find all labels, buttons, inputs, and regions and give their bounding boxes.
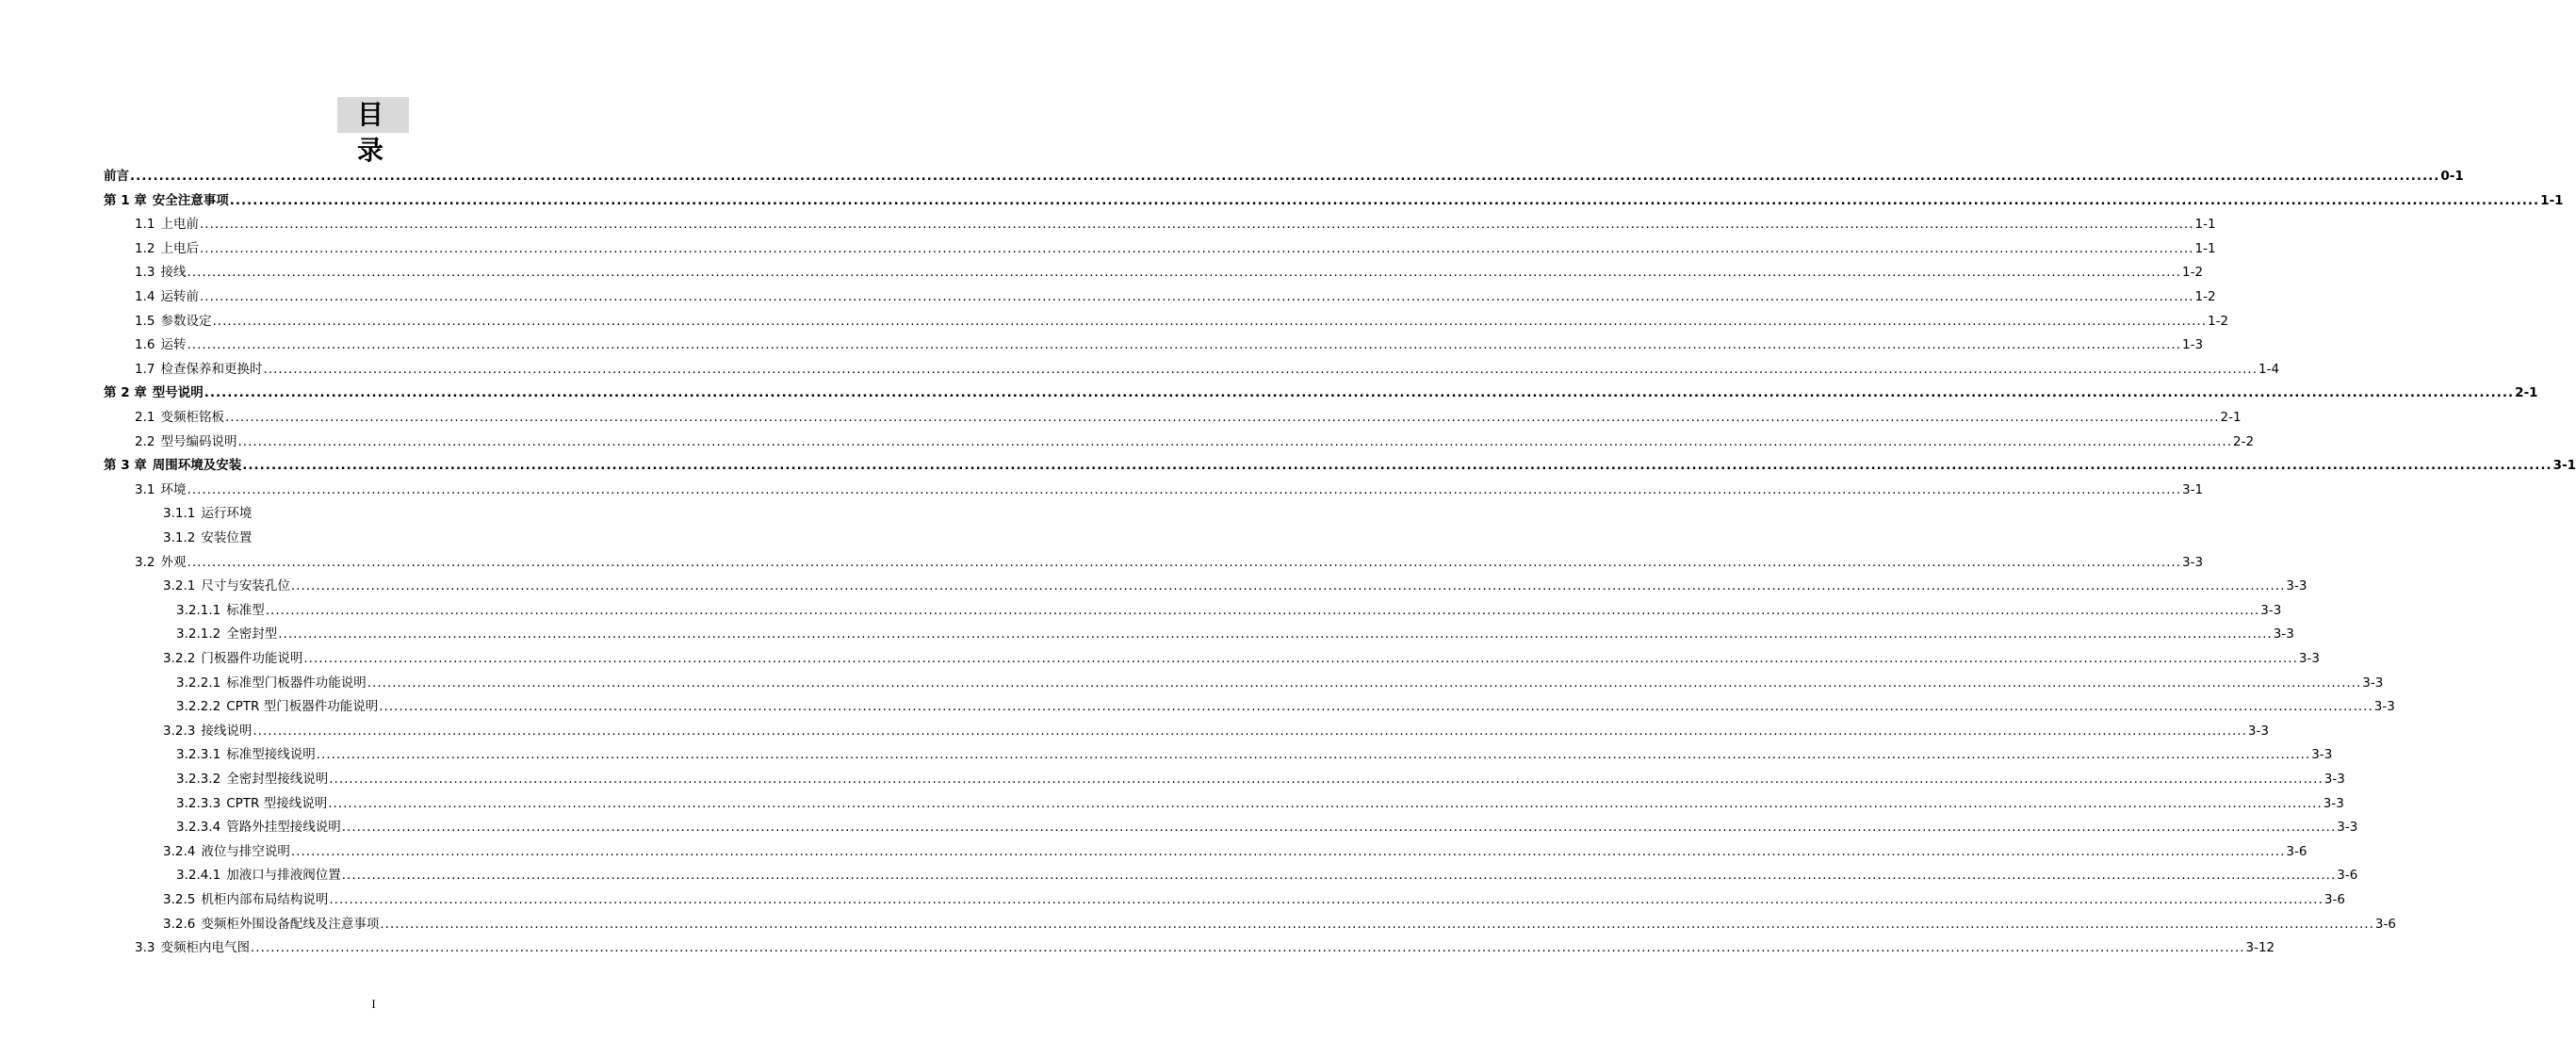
toc-entry-page: 3-1 [2182, 481, 2204, 497]
toc-entry-title [104, 457, 241, 474]
toc-entry-title [135, 240, 199, 257]
toc-entry-number: 1.4 [135, 289, 155, 304]
toc-entry-number: 第 3 章 [104, 458, 147, 474]
toc-leader-dots: ................................................................................................................................................................................................................................................................................................................................................................................................................ [199, 289, 2194, 304]
toc-entry-number: 3.2.3 [163, 723, 196, 739]
toc-entry-page: 3-6 [2337, 868, 2358, 884]
toc-entry-label: 标准型接线说明 [226, 747, 316, 763]
toc-leader-dots: ................................................................................................................................................................................................................................................................................................................................................................................................................ [379, 699, 2373, 715]
toc-entry-number: 2.2 [135, 433, 155, 449]
toc-entry-page: 2-1 [2515, 385, 2538, 401]
toc-entry-label: 运行环境 [201, 506, 253, 522]
toc-leader-dots: ................................................................................................................................................................................................................................................................................................................................................................................................................ [278, 626, 2273, 642]
toc-entry-title [163, 529, 252, 546]
toc-entry-page: 3-3 [2323, 795, 2344, 811]
toc-entry-title [104, 384, 204, 401]
toc-entry-title [104, 192, 229, 209]
toc-entry-title [135, 288, 199, 305]
toc-entry-label: 标准型门板器件功能说明 [226, 675, 367, 691]
toc-entry-page: 3-3 [2373, 699, 2395, 715]
toc-entry-title [176, 795, 327, 812]
toc-entry-label: CPTR 型门板器件功能说明 [226, 699, 379, 715]
toc-leader-dots: ................................................................................................................................................................................................................................................................................................................................................................................................................ [329, 892, 2323, 907]
toc-entry-label: 门板器件功能说明 [201, 651, 303, 666]
toc-entry-number: 1.7 [135, 361, 155, 377]
toc-entry-label: 型号说明 [152, 385, 204, 401]
toc-leader-dots: ................................................................................................................................................................................................................................................................................................................................................................................................................ [187, 265, 2181, 281]
toc-entry-label: 全密封型 [226, 626, 278, 642]
toc-leader-dots: ................................................................................................................................................................................................................................................................................................................................................................................................................ [199, 240, 2194, 256]
toc-entry-title [176, 675, 367, 691]
toc-entry-number: 3.2 [135, 554, 155, 570]
toc-entry-page: 1-2 [2208, 313, 2229, 329]
toc-entry[interactable] [135, 236, 2216, 257]
toc-entry-title [135, 264, 186, 281]
toc-entry-title [163, 505, 252, 522]
toc-title: 目 录 [337, 97, 409, 133]
toc-entry-page: 3-3 [2298, 651, 2320, 666]
toc-entry-title [176, 819, 341, 836]
toc-entry-title [176, 698, 378, 715]
toc-entry-label: 变频柜外围设备配线及注意事项 [201, 916, 380, 932]
toc-entry-number: 3.1.2 [163, 530, 196, 545]
toc-entry-label: 全密封型接线说明 [226, 772, 329, 787]
toc-entry[interactable] [135, 309, 2229, 330]
toc-entry-number: 1.6 [135, 337, 155, 353]
toc-leader-dots: ................................................................................................................................................................................................................................................................................................................................................................................................................ [290, 843, 2286, 859]
toc-entry-page: 3-6 [2374, 916, 2396, 932]
toc-entry[interactable] [176, 742, 2333, 763]
toc-leader-dots: ................................................................................................................................................................................................................................................................................................................................................................................................................ [341, 820, 2337, 836]
toc-entry[interactable] [135, 430, 2255, 450]
toc-leader-dots: ................................................................................................................................................................................................................................................................................................................................................................................................................ [237, 433, 2232, 449]
toc-entry-label: 外观 [160, 554, 187, 570]
toc-entry-number: 1.1 [135, 217, 155, 233]
toc-entry-label: 管路外挂型接线说明 [226, 820, 341, 836]
toc-entry-page: 3-3 [2362, 675, 2384, 691]
toc-entry[interactable] [176, 671, 2384, 691]
toc-entry-label: 周围环境及安装 [152, 458, 242, 474]
toc-entry-number: 3.2.5 [163, 892, 196, 907]
toc-entry-page: 1-1 [2194, 240, 2216, 256]
toc-leader-dots: ................................................................................................................................................................................................................................................................................................................................................................................................................ [187, 554, 2181, 570]
toc-entry[interactable] [176, 863, 2358, 884]
toc-entry-label: 接线 [160, 265, 187, 281]
toc-entry[interactable] [135, 405, 2242, 426]
page-number: I [371, 997, 376, 1011]
toc-leader-dots: ................................................................................................................................................................................................................................................................................................................................................................................................................ [303, 651, 2298, 666]
toc-entry-number: 3.2.4 [163, 843, 196, 859]
toc-entry-title [135, 554, 186, 571]
toc-entry-title [135, 939, 250, 956]
toc-entry[interactable] [176, 622, 2294, 642]
toc-entry-label: 型号编码说明 [160, 433, 237, 449]
toc-entry-page: 3-3 [2182, 554, 2204, 570]
toc-entry-number: 1.2 [135, 240, 155, 256]
toc-entry-title [176, 771, 328, 788]
toc-entry-label: 液位与排空说明 [201, 843, 290, 859]
toc-leader-dots: ................................................................................................................................................................................................................................................................................................................................................................................................................ [263, 361, 2258, 377]
toc-leader-dots: ................................................................................................................................................................................................................................................................................................................................................................................................................ [367, 675, 2362, 691]
toc-entry-title [176, 602, 265, 619]
toc-leader-dots: ................................................................................................................................................................................................................................................................................................................................................................................................................ [329, 772, 2323, 787]
toc-entry-label: 变频柜内电气图 [160, 940, 250, 956]
toc-entry-number: 3.2.3.2 [176, 772, 221, 787]
toc-entry-label: 变频柜铭板 [160, 410, 224, 425]
toc-entry[interactable] [104, 381, 2538, 401]
toc-entry-page: 1-2 [2194, 289, 2216, 304]
toc-entry-number: 3.1.1 [163, 506, 196, 522]
toc-entry[interactable] [176, 815, 2358, 836]
toc-entry-title [104, 168, 129, 185]
toc-entry-label: 上电前 [160, 217, 199, 233]
toc-leader-dots: ................................................................................................................................................................................................................................................................................................................................................................................................................ [242, 458, 2552, 474]
toc-entry-number: 2.1 [135, 410, 155, 425]
toc-entry-title [176, 867, 341, 884]
toc-entry-title [135, 409, 224, 426]
toc-entry[interactable] [135, 212, 2216, 233]
toc-entry-label: 前言 [104, 169, 129, 184]
toc-entry-label: 上电后 [160, 240, 199, 256]
toc-entry-page: 3-3 [2273, 626, 2294, 642]
toc-entry[interactable] [104, 453, 2576, 474]
toc-entry-number: 1.3 [135, 265, 155, 281]
toc-entry-page: 3-3 [2247, 723, 2269, 739]
toc-entry-number: 3.3 [135, 940, 155, 956]
toc-leader-dots: ................................................................................................................................................................................................................................................................................................................................................................................................................ [229, 192, 2540, 208]
toc-entry-page: 3-6 [2323, 892, 2345, 907]
toc-entry-label: 机柜内部布局结构说明 [201, 892, 329, 907]
toc-entry[interactable] [135, 260, 2204, 281]
toc-entry[interactable] [163, 887, 2345, 908]
toc-entry[interactable] [135, 935, 2275, 956]
toc-entry-title [176, 746, 316, 763]
toc-entry-title [163, 723, 252, 740]
toc-leader-dots: ................................................................................................................................................................................................................................................................................................................................................................................................................ [316, 747, 2311, 763]
toc-entry[interactable] [135, 357, 2280, 378]
toc-entry[interactable] [163, 719, 2269, 740]
toc-entry-title [135, 216, 199, 233]
toc-leader-dots: ................................................................................................................................................................................................................................................................................................................................................................................................................ [250, 940, 2245, 956]
toc-leader-dots: ................................................................................................................................................................................................................................................................................................................................................................................................................ [130, 169, 2440, 184]
toc-leader-dots: ................................................................................................................................................................................................................................................................................................................................................................................................................ [204, 385, 2515, 401]
toc-entry[interactable] [163, 646, 2320, 667]
toc-entry-label: 标准型 [226, 602, 265, 618]
toc-entry-number: 3.2.2.1 [176, 675, 221, 691]
toc-entry[interactable] [104, 188, 2564, 209]
toc-entry[interactable] [163, 574, 2307, 594]
toc-entry-label: 环境 [160, 481, 187, 497]
toc-entry-page: 3-3 [2311, 747, 2333, 763]
toc-entry-title [163, 843, 290, 860]
toc-leader-dots: ................................................................................................................................................................................................................................................................................................................................................................................................................ [328, 795, 2323, 811]
toc-entry[interactable] [163, 839, 2307, 860]
toc-entry-number: 第 2 章 [104, 385, 147, 401]
toc-entry-label: 安全注意事项 [152, 192, 229, 208]
toc-entry-number: 3.2.2 [163, 651, 196, 666]
toc-entry[interactable] [135, 478, 2204, 498]
toc-leader-dots: ................................................................................................................................................................................................................................................................................................................................................................................................................ [212, 313, 2207, 329]
toc-entry[interactable] [176, 694, 2395, 715]
toc-entry-page: 0-1 [2440, 169, 2464, 184]
toc-entry-title [135, 361, 262, 378]
toc-leader-dots: ................................................................................................................................................................................................................................................................................................................................................................................................................ [265, 602, 2260, 618]
toc-entry-label: 参数设定 [160, 313, 212, 329]
toc-entry-title [135, 433, 236, 450]
toc-leader-dots: ................................................................................................................................................................................................................................................................................................................................................................................................................ [187, 337, 2181, 353]
toc-entry-number: 3.2.1 [163, 578, 196, 594]
toc-entry-page: 3-3 [2286, 578, 2307, 594]
toc-entry[interactable] [163, 501, 680, 522]
toc-leader-dots: ................................................................................................................................................................................................................................................................................................................................................................................................................ [187, 481, 2181, 497]
toc-entry[interactable] [163, 526, 680, 546]
toc-entry-number: 3.2.3.4 [176, 820, 221, 836]
toc-entry-number: 3.2.1.2 [176, 626, 221, 642]
toc-entry-page: 1-1 [2540, 192, 2564, 208]
toc-entry-label: CPTR 型接线说明 [226, 795, 328, 811]
toc-entry[interactable] [163, 912, 2396, 933]
toc-entry-number: 3.1 [135, 481, 155, 497]
toc-entry-page: 3-3 [2260, 602, 2282, 618]
toc-entry-title [163, 891, 328, 908]
toc-leader-dots: ................................................................................................................................................................................................................................................................................................................................................................................................................ [341, 868, 2337, 884]
toc-entry-title [135, 313, 211, 330]
toc-entry-title [176, 626, 277, 642]
toc-leader-dots: ................................................................................................................................................................................................................................................................................................................................................................................................................ [380, 916, 2374, 932]
toc-entry-number: 3.2.4.1 [176, 868, 221, 884]
toc-leader-dots: ................................................................................................................................................................................................................................................................................................................................................................................................................ [290, 578, 2286, 594]
toc-entry-label: 尺寸与安装孔位 [201, 578, 290, 594]
toc-entry-page: 3-6 [2286, 843, 2307, 859]
toc-entry[interactable] [104, 164, 2464, 185]
toc-entry[interactable] [176, 598, 2282, 619]
toc-entry[interactable] [176, 791, 2344, 812]
toc-entry-page: 2-1 [2220, 410, 2242, 425]
toc-entry-page: 1-4 [2258, 361, 2280, 377]
toc-entry-title [163, 916, 379, 933]
toc-entry-label: 运转 [160, 337, 187, 353]
toc-entry-page: 3-12 [2245, 940, 2275, 956]
toc-entry-number: 1.5 [135, 313, 155, 329]
toc-entry-label: 接线说明 [201, 723, 253, 739]
toc-entry-page: 1-1 [2194, 217, 2216, 233]
toc-entry-page: 3-1 [2552, 458, 2576, 474]
toc-entry-label: 检查保养和更换时 [160, 361, 263, 377]
toc-entry[interactable] [135, 285, 2216, 305]
toc-entry-label: 安装位置 [201, 530, 253, 545]
toc-entry-number: 3.2.1.1 [176, 602, 221, 618]
toc-entry-page: 3-3 [2337, 820, 2358, 836]
toc-entry-page: 1-3 [2182, 337, 2204, 353]
toc-entry-title [135, 481, 186, 498]
toc-entry-number: 3.2.3.1 [176, 747, 221, 763]
toc-entry-page: 1-2 [2182, 265, 2204, 281]
toc-leader-dots: ................................................................................................................................................................................................................................................................................................................................................................................................................ [199, 217, 2194, 233]
toc-entry-label: 加液口与排液阀位置 [226, 868, 341, 884]
toc-leader-dots: ................................................................................................................................................................................................................................................................................................................................................................................................................ [224, 410, 2220, 425]
toc-entry[interactable] [135, 550, 2204, 571]
toc-entry-number: 第 1 章 [104, 192, 147, 208]
toc-entry-title [163, 650, 302, 667]
toc-entry[interactable] [135, 333, 2204, 353]
toc-entry[interactable] [176, 767, 2345, 788]
toc-entry-title [163, 577, 290, 594]
toc-entry-page: 3-3 [2323, 772, 2345, 787]
toc-entry-page: 2-2 [2233, 433, 2255, 449]
toc-entry-title [135, 336, 186, 353]
toc-entry-number: 3.2.6 [163, 916, 196, 932]
toc-entry-number: 3.2.2.2 [176, 699, 221, 715]
toc-entry-label: 运转前 [160, 289, 199, 304]
toc-entry-number: 3.2.3.3 [176, 795, 221, 811]
toc-leader-dots: ................................................................................................................................................................................................................................................................................................................................................................................................................ [253, 723, 2247, 739]
